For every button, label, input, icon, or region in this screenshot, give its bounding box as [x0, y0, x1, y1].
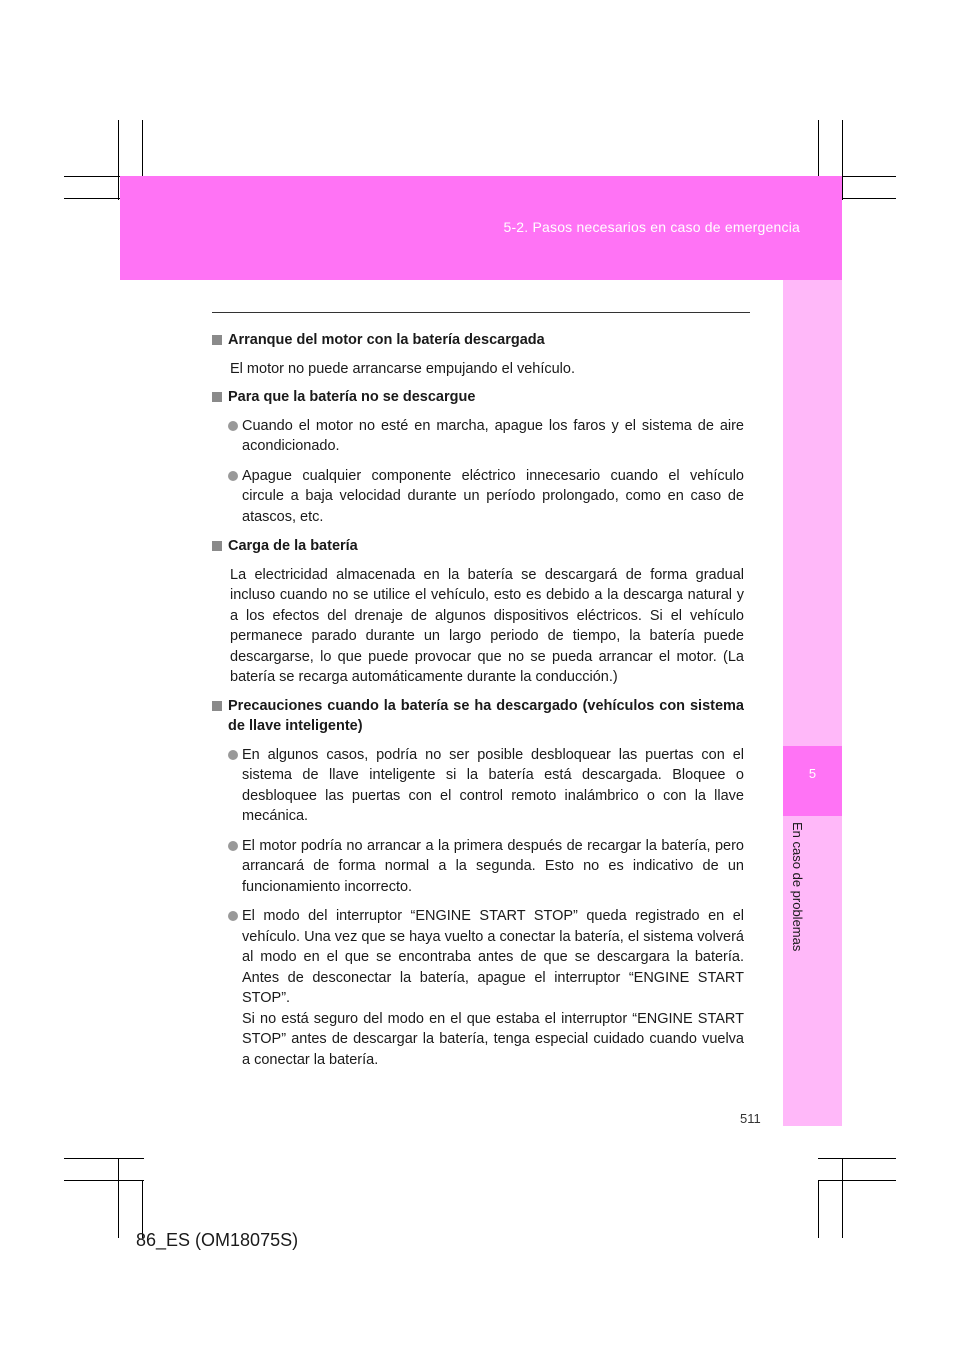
bullet-text: Apague cualquier componente eléctrico innecesario cuando el vehículo circule a baja velocidad durante un período prolongado, como en caso de atascos, etc. — [242, 467, 744, 525]
section-heading — [212, 330, 744, 351]
chapter-number: 5 — [808, 766, 817, 781]
crop-mark — [64, 1180, 144, 1181]
heading-text: Carga de la batería — [228, 538, 358, 554]
chapter-label: En caso de problemas — [790, 822, 805, 952]
crop-mark — [118, 1158, 119, 1238]
heading-text: Precauciones cuando la batería se ha descargado (vehículos con sistema de llave inteligente) — [228, 697, 744, 734]
crop-mark — [64, 1158, 144, 1159]
circle-bullet-icon — [228, 841, 238, 851]
body-content — [212, 330, 744, 1079]
square-bullet-icon — [212, 335, 222, 345]
document-code: 86_ES (OM18075S) — [136, 1230, 299, 1250]
top-rule — [212, 312, 750, 313]
section-title: 5-2. Pasos necesarios en caso de emergencia — [503, 219, 800, 235]
section-heading — [212, 696, 744, 737]
crop-mark — [818, 1180, 819, 1238]
square-bullet-icon — [212, 392, 222, 402]
bullet-item — [212, 836, 744, 898]
bullet-text: Cuando el motor no esté en marcha, apague los faros y el sistema de aire acondicionado. — [242, 417, 744, 454]
section-heading — [212, 536, 744, 557]
crop-mark — [842, 1158, 843, 1238]
crop-mark — [842, 120, 843, 200]
circle-bullet-icon — [228, 471, 238, 481]
bullet-item — [212, 466, 744, 528]
paragraph: El motor no puede arrancarse empujando el vehículo. — [230, 360, 575, 377]
crop-mark — [818, 1180, 896, 1181]
heading-text: Arranque del motor con la batería descargada — [228, 332, 545, 348]
crop-mark — [818, 1158, 896, 1159]
circle-bullet-icon — [228, 911, 238, 921]
bullet-text-continuation: Si no está seguro del modo en el que estaba el interruptor “ENGINE START STOP” antes de descargar la batería, tenga especial cuidado cuando vuelva a conectar la batería. — [242, 1010, 744, 1068]
circle-bullet-icon — [228, 421, 238, 431]
bullet-text: El motor podría no arrancar a la primera después de recargar la batería, pero arrancará de forma normal a la segunda. Esto no es indicativo de un funcionamiento incorrecto. — [242, 837, 744, 895]
square-bullet-icon — [212, 541, 222, 551]
paragraph: La electricidad almacenada en la batería se descargará de forma gradual incluso cuando no se utilice el vehículo, esto es debido a la descarga natural y a los efectos del drenaje de algunos dispositivos eléctricos. Si el vehículo permanece parado durante un largo periodo de tiempo, la batería puede descargarse, lo que puede provocar que no se pueda arrancar el motor. (La batería se recarga automáticamente durante la conducción.) — [230, 566, 744, 685]
heading-text: Para que la batería no se descargue — [228, 389, 476, 405]
chapter-number-block — [783, 746, 842, 816]
bullet-text: El modo del interruptor “ENGINE START STOP” queda registrado en el vehículo. Una vez que se haya vuelto a conectar la batería, el sistema volverá al modo en el que se encontraba antes de que se descargara la batería. Antes de desconectar la batería, apague el interruptor “ENGINE START STOP”. — [242, 908, 744, 1006]
section-heading — [212, 387, 744, 408]
bullet-item — [212, 906, 744, 1070]
crop-mark — [118, 120, 119, 200]
bullet-item — [212, 416, 744, 457]
circle-bullet-icon — [228, 750, 238, 760]
square-bullet-icon — [212, 701, 222, 711]
chapter-side-tab — [783, 280, 842, 1126]
bullet-item — [212, 745, 744, 827]
bullet-text: En algunos casos, podría no ser posible desbloquear las puertas con el sistema de llave inteligente si la batería está descargada. Bloquee o desbloquee las puertas con el control remoto inalámbrico o con la llave mecánica. — [242, 746, 744, 824]
page-number: 511 — [740, 1111, 761, 1126]
